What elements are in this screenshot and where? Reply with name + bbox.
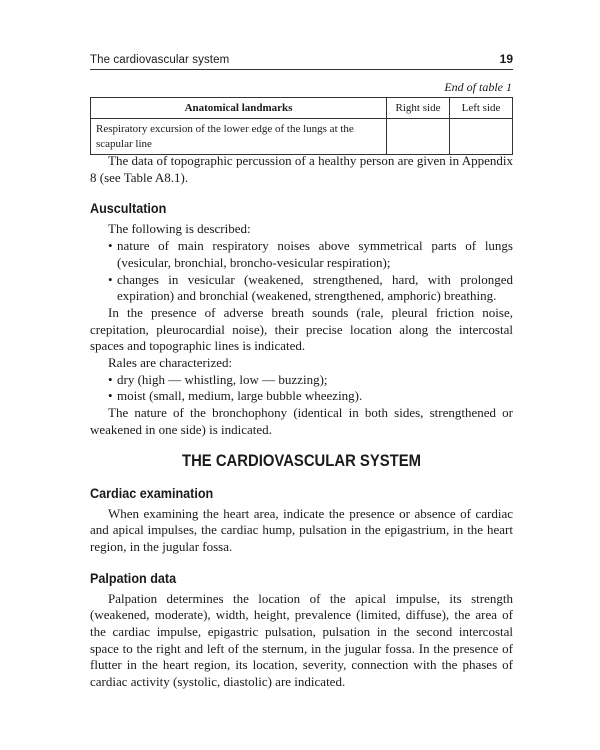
rales-list xyxy=(90,372,513,405)
list-item xyxy=(90,372,513,389)
bullet-icon: • xyxy=(108,238,113,254)
page-body xyxy=(90,153,513,691)
adverse-sounds-paragraph: In the presence of adverse breath sounds (rale, pleural friction noise, crepitation, pleurocardial noise), their precise location along the intercostal spaces and topographic lines is indicated. xyxy=(90,304,513,354)
auscultation-list xyxy=(90,238,513,305)
bullet-icon: • xyxy=(108,371,113,387)
list-item xyxy=(90,272,513,305)
cell-landmark: Respiratory excursion of the lower edge of the lungs at the scapular line xyxy=(91,119,387,155)
cardiac-examination-paragraph: When examining the heart area, indicate the presence or absence of cardiac and apical impulses, the cardiac hump, pulsation in the epigastrium, in the heart region, in the jugular fossa. xyxy=(90,505,513,554)
header-anatomical-landmarks: Anatomical landmarks xyxy=(91,98,387,119)
running-title: The cardiovascular system xyxy=(90,54,230,66)
auscultation-lead: The following is described: xyxy=(108,221,251,237)
cell-left-side xyxy=(450,119,513,155)
cell-right-side xyxy=(387,119,450,155)
list-item-text: nature of main respiratory noises above symmetrical parts of lungs (vesicular, bronchial, broncho-vesicular respiration); xyxy=(117,238,513,270)
table-row xyxy=(91,119,513,155)
table-header-row xyxy=(91,98,513,119)
palpation-heading: Palpation data xyxy=(90,569,177,586)
cardiac-examination-heading: Cardiac examination xyxy=(90,484,214,501)
table-caption: End of table 1 xyxy=(444,80,512,94)
header-right-side: Right side xyxy=(387,98,450,119)
bronchophony-paragraph: The nature of the bronchophony (identical in both sides, strengthened or weakened in one side) is indicated. xyxy=(90,405,513,437)
list-item-text: dry (high — whistling, low — buzzing); xyxy=(117,371,328,387)
palpation-paragraph: Palpation determines the location of the apical impulse, its strength (weakened, moderate), width, height, prevalence (limited, diffuse), the area of the cardiac impulse, epigastric pulsation, pulsation in the second intercostal space to the right and left of the sternum, in the jugular fossa. In the presence of flutter in the heart region, its location, severity, connection with the phases of cardiac activity (systolic, diastolic) are indicated. xyxy=(90,590,513,690)
page-number: 19 xyxy=(499,52,513,66)
bullet-icon: • xyxy=(108,271,113,287)
section-title: THE CARDIOVASCULAR SYSTEM xyxy=(181,451,421,470)
landmarks-table xyxy=(90,97,513,155)
rales-lead: Rales are characterized: xyxy=(108,355,233,371)
list-item xyxy=(90,238,513,271)
list-item-text: moist (small, medium, large bubble wheezing). xyxy=(117,388,363,404)
auscultation-heading: Auscultation xyxy=(90,200,167,217)
bullet-icon: • xyxy=(108,388,113,404)
intro-paragraph: The data of topographic percussion of a healthy person are given in Appendix 8 (see Table A8.1). xyxy=(90,153,513,185)
list-item-text: changes in vesicular (weakened, strengthened, hard, with prolonged expiration) and bronchial (weakened, strengthened, amphoric) breathing. xyxy=(117,271,513,304)
running-head xyxy=(90,52,513,70)
list-item xyxy=(90,388,513,405)
header-left-side: Left side xyxy=(450,98,513,119)
